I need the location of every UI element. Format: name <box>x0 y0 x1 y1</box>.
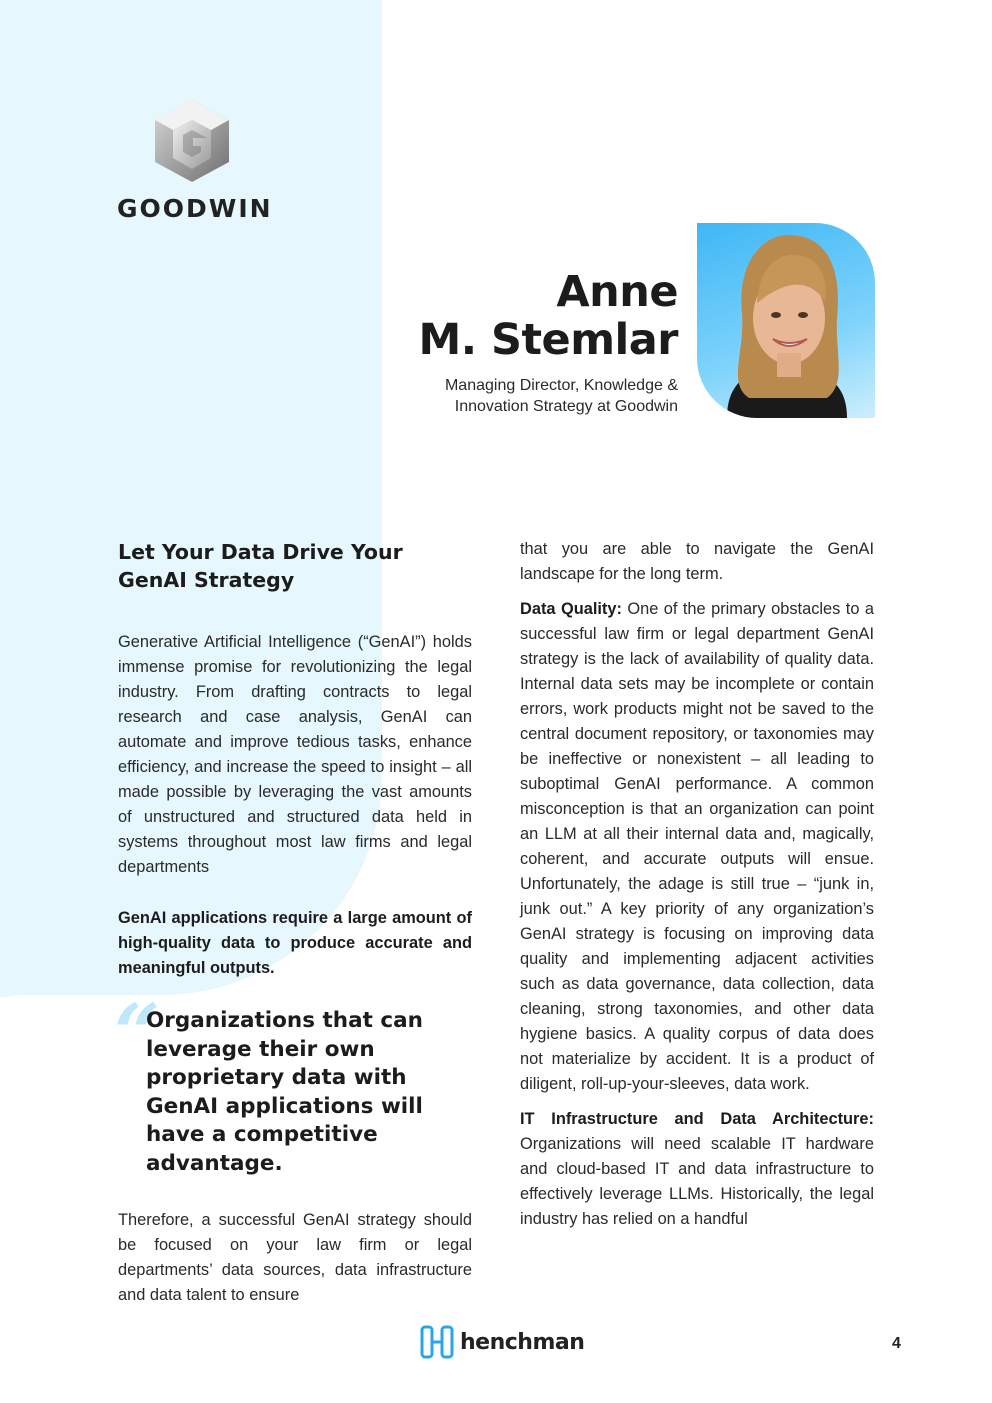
goodwin-g-cube-icon <box>155 100 229 182</box>
quote-mark-icon: “ <box>114 986 161 1080</box>
person-role <box>445 375 678 417</box>
portrait-photo <box>697 223 875 418</box>
page-number: 4 <box>892 1335 901 1352</box>
it-infrastructure-text: Organizations will need scalable IT hardware and cloud-based IT and data infrastructure to effectively leverage LLMs. Historically, the legal industry has relied on a handful <box>520 1135 874 1228</box>
quote-text: Organizations that can leverage their own proprietary data with GenAI applications will have a competitive advantage. <box>146 1008 423 1176</box>
it-infrastructure-paragraph <box>520 1107 874 1232</box>
it-infrastructure-label: IT Infrastructure and Data Architecture: <box>520 1110 874 1128</box>
henchman-wordmark: henchman <box>460 1329 585 1355</box>
data-quality-paragraph <box>520 597 874 1097</box>
person-name <box>418 268 678 364</box>
right-column <box>520 537 874 1242</box>
data-quality-text: One of the primary obstacles to a successful law firm or legal department GenAI strategy is the lack of availability of quality data. Internal data sets may be incomplete or contain errors, work products might not be saved to the central document repository, or taxonomies may be ineffective or nonexistent – all leading to suboptimal GenAI performance. A common misconception is that an organization can point an LLM at all their internal data and, magically, coherent, and accurate outputs will ensue. Unfortunately, the adage is still true – “junk in, junk out.” A key priority of any organization’s GenAI strategy is focusing on improving data quality and implementing adjacent activities such as data governance, data collection, data cleaning, strong taxonomies, and other data hygiene basics. A quality corpus of data does not materialize by accident. It is a product of diligent, roll-up-your-sleeves, data work. <box>520 600 874 1093</box>
pull-quote <box>114 986 472 1178</box>
left-column <box>114 538 472 1318</box>
henchman-logo <box>420 1325 584 1359</box>
role-line-2: Innovation Strategy at Goodwin <box>454 398 678 415</box>
first-name: Anne <box>556 267 678 317</box>
continuation-paragraph: that you are able to navigate the GenAI landscape for the long term. <box>520 540 874 583</box>
data-quality-label: Data Quality: <box>520 600 622 618</box>
portrait-illustration <box>697 223 875 418</box>
bold-statement: GenAI applications require a large amount of high-quality data to produce accurate and meaningful outputs. <box>118 909 472 977</box>
role-line-1: Managing Director, Knowledge & <box>444 377 678 394</box>
henchman-h-icon <box>420 1325 454 1359</box>
last-name: M. Stemlar <box>418 315 678 365</box>
logo-wordmark: GOODWIN <box>117 194 273 223</box>
section-heading: Let Your Data Drive Your GenAI Strategy <box>118 540 403 592</box>
intro-paragraph: Generative Artificial Intelligence (“GenAI”) holds immense promise for revolutionizing the legal industry. From drafting contracts to legal research and case analysis, GenAI can automate and improve tedious tasks, enhance efficiency, and increase the speed to insight – all made possible by leveraging the vast amounts of unstructured and structured data held in systems throughout most law firms and legal departments <box>118 633 472 876</box>
goodwin-logo <box>117 100 277 223</box>
closing-paragraph: Therefore, a successful GenAI strategy should be focused on your law firm or legal departments’ data sources, data infrastructure and data talent to ensure <box>118 1211 472 1304</box>
